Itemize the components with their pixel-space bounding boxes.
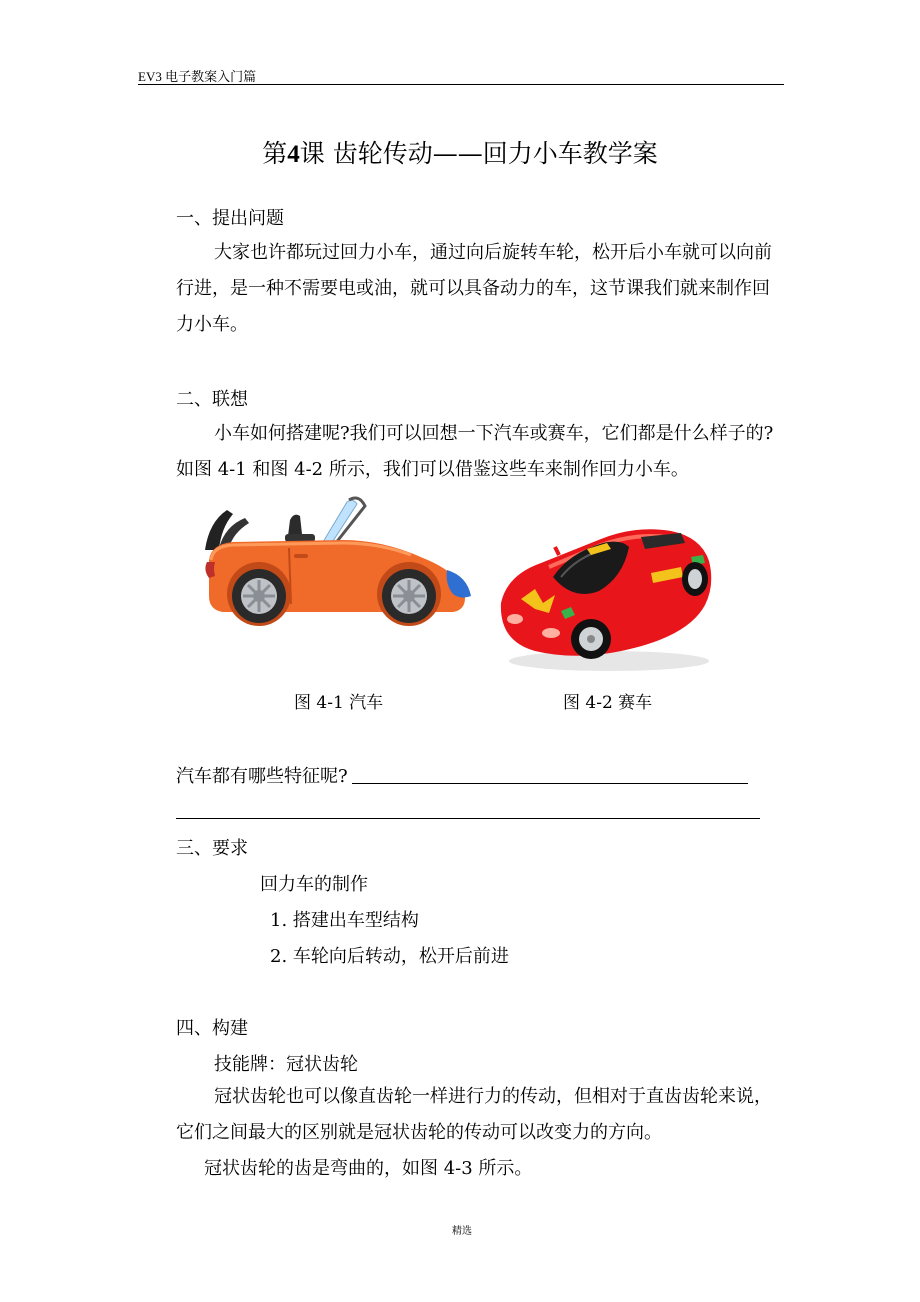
title-prefix: 第	[262, 139, 288, 168]
page-title	[0, 134, 920, 170]
section-2-line-1: 小车如何搭建呢?我们可以回想一下汽车或赛车，它们都是什么样子的?	[214, 423, 774, 444]
figure-4-2-image	[491, 493, 721, 676]
cartoon-convertible-car-icon	[197, 490, 477, 633]
section-1-line-3: 力小车。	[176, 314, 248, 335]
title-number: 4	[287, 141, 300, 168]
figure-4-1-image	[197, 490, 477, 633]
section-1-line-1: 大家也许都玩过回力小车，通过向后旋转车轮，松开后小车就可以向前	[214, 242, 772, 263]
header-rule	[138, 84, 784, 85]
answer-blank-line-2[interactable]	[176, 818, 760, 819]
page-footer: 精选	[452, 1226, 472, 1237]
question-text: 汽车都有哪些特征呢?	[176, 766, 348, 787]
section-1-heading: 一、提出问题	[176, 208, 284, 229]
section-2-heading: 二、联想	[176, 389, 248, 410]
figure-4-2-caption: 图 4-2 赛车	[563, 693, 653, 713]
section-4-line-1: 冠状齿轮也可以像直齿轮一样进行力的传动，但相对于直齿齿轮来说，	[214, 1086, 772, 1107]
section-3-heading: 三、要求	[176, 838, 248, 859]
title-rest: 课 齿轮传动——回力小车教学案	[299, 139, 658, 168]
requirement-item-2: 2. 车轮向后转动，松开后前进	[270, 946, 509, 967]
skill-card-label: 技能牌：冠状齿轮	[214, 1054, 358, 1075]
section-4-line-2: 它们之间最大的区别就是冠状齿轮的传动可以改变力的方向。	[176, 1122, 662, 1143]
section-4-heading: 四、构建	[176, 1018, 248, 1039]
page-header: EV3 电子教案入门篇	[138, 69, 257, 84]
section-4-line-3: 冠状齿轮的齿是弯曲的，如图 4-3 所示。	[204, 1158, 533, 1179]
section-2-line-2: 如图 4-1 和图 4-2 所示，我们可以借鉴这些车来制作回力小车。	[176, 459, 689, 480]
red-race-car-icon	[491, 493, 721, 676]
answer-blank-line-1[interactable]	[352, 783, 748, 784]
section-1-line-2: 行进，是一种不需要电或油，就可以具备动力的车，这节课我们就来制作回	[176, 278, 770, 299]
section-3-subtitle: 回力车的制作	[260, 874, 368, 895]
figure-4-1-caption: 图 4-1 汽车	[294, 693, 384, 713]
requirement-item-1: 1. 搭建出车型结构	[270, 910, 419, 931]
